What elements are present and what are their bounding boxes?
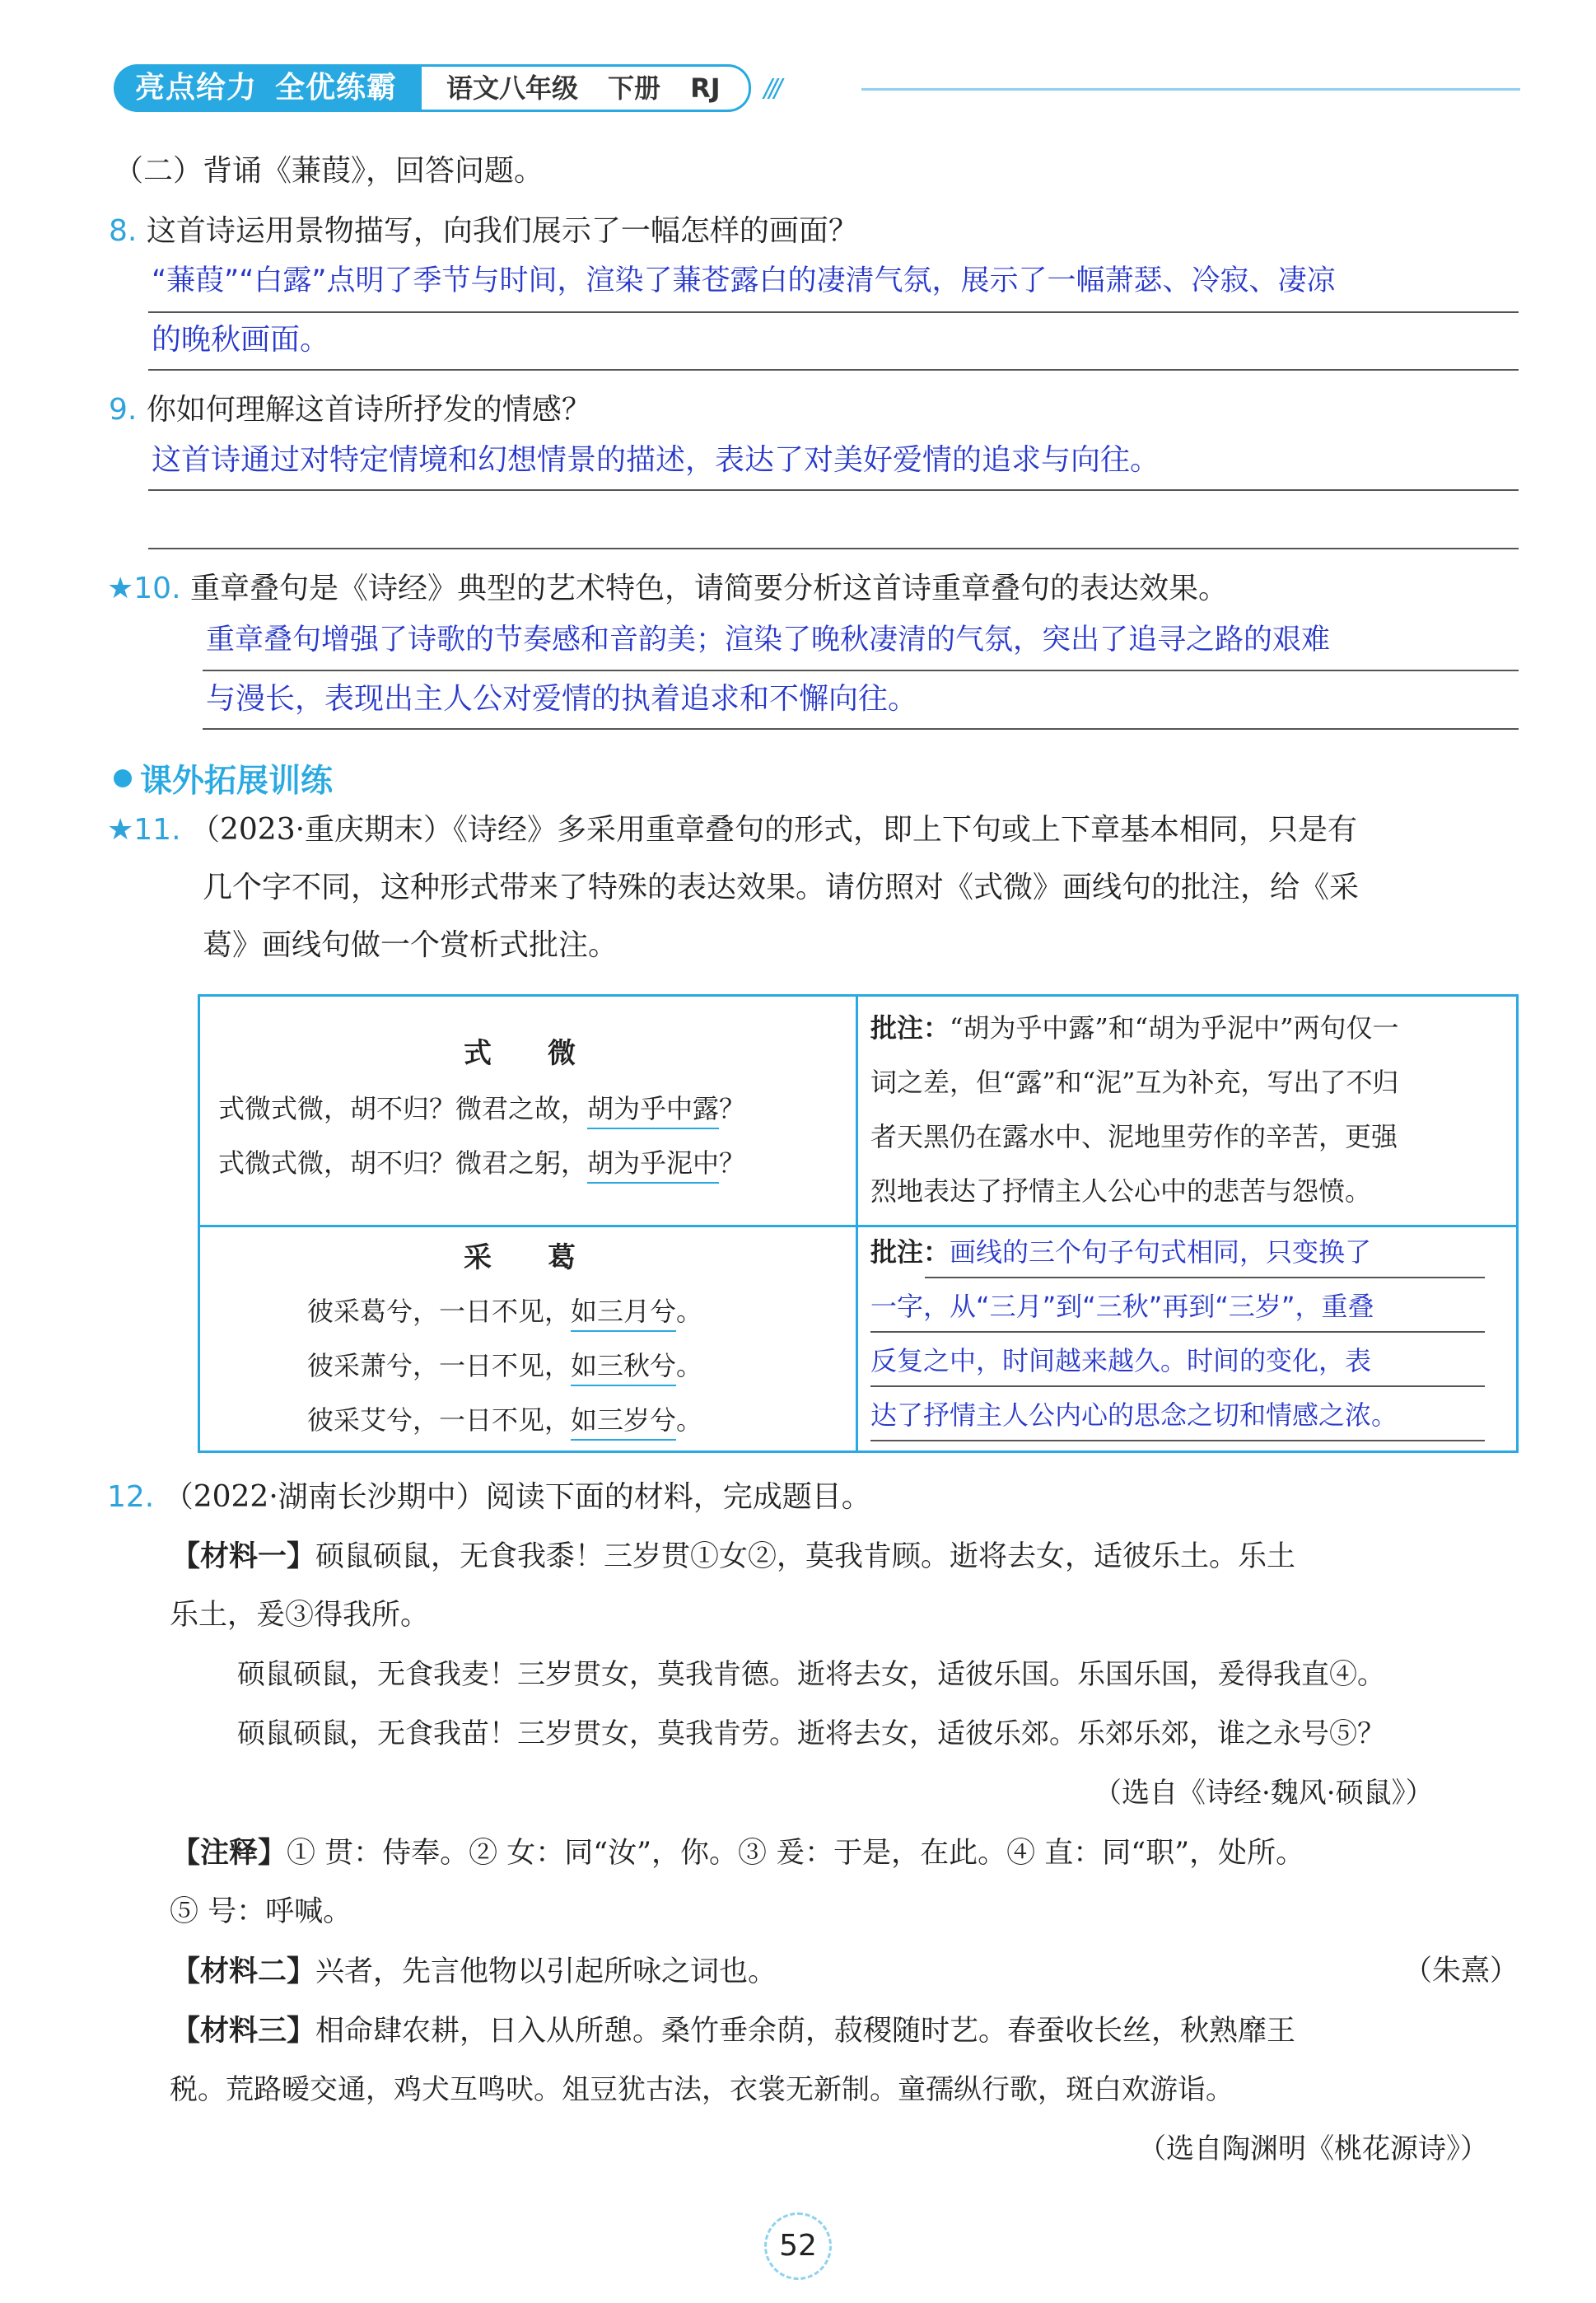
- underlined-phrase: 如三秋兮: [571, 1350, 676, 1386]
- material-1-line-1: 【材料一】硕鼠硕鼠，无食我黍！三岁贯①女②，莫我肯顾。逝将去女，适彼乐土。乐土: [171, 1539, 1296, 1573]
- question-number: 11.: [133, 813, 181, 847]
- annotation-label: 批注：: [870, 1012, 950, 1044]
- answer-10-line-1: 重章叠句增强了诗歌的节奏感和音韵美；渲染了晚秋凄清的气氛，突出了追寻之路的艰难: [206, 624, 1331, 656]
- source-citation: （朱熹）: [1403, 1955, 1519, 1988]
- question-10: [107, 574, 1228, 604]
- page-header: [114, 64, 779, 112]
- question-9: [109, 395, 591, 425]
- annotation-table: [198, 994, 1519, 1453]
- answer-8-line-2: 的晚秋画面。: [152, 323, 330, 357]
- edition-label: RJ: [690, 72, 721, 104]
- notes-label: 【注释】: [171, 1836, 287, 1870]
- page-number: 52: [764, 2212, 832, 2280]
- question-text: 重章叠句是《诗经》典型的艺术特色，请简要分析这首诗重章叠句的表达效果。: [190, 572, 1229, 605]
- material-1-line-2: 乐土，爰③得我所。: [170, 1599, 430, 1632]
- underlined-phrase: 如三岁兮: [571, 1404, 676, 1441]
- material-3-line-2: 税。荒路暧交通，鸡犬互鸣吠。俎豆犹古法，衣裳无新制。童孺纵行歌，斑白欢游诣。: [170, 2073, 1234, 2106]
- question-number: 9.: [109, 393, 138, 427]
- handwritten-answer: 达了抒情主人公内心的思念之切和情感之浓。: [870, 1399, 1398, 1431]
- answer-8-line-1: “蒹葭”“白露”点明了季节与时间，渲染了蒹苍露白的凄清气氛，展示了一幅萧瑟、冷寂、凄凉: [152, 264, 1336, 297]
- annotation-line: [870, 1236, 1372, 1268]
- question-8: [109, 214, 858, 248]
- material-label: 【材料一】: [171, 1539, 316, 1573]
- header-divider: [861, 88, 1520, 91]
- poem-title: 式 微: [464, 1037, 576, 1070]
- answer-line: [870, 1440, 1485, 1441]
- question-11: [107, 815, 1357, 845]
- brand-banner: [114, 64, 422, 112]
- material-1-line-3: 硕鼠硕鼠，无食我麦！三岁贯女，莫我肯德。逝将去女，适彼乐国。乐国乐国，爰得我直④。: [237, 1658, 1385, 1691]
- question-text: 这首诗运用景物描写，向我们展示了一幅怎样的画面？: [146, 214, 858, 248]
- underlined-phrase: 如三月兮: [571, 1296, 676, 1332]
- question-text-line-1: （2023·重庆期末）《诗经》多采用重章叠句的形式，即上下句或上下章基本相同，只是有: [190, 813, 1358, 847]
- answer-line: [148, 311, 1519, 313]
- poem-title: 采 葛: [464, 1241, 576, 1274]
- answer-line: [148, 548, 1519, 549]
- brand-slogan: 全优练霸: [275, 71, 398, 105]
- header-slashes: ///: [763, 73, 779, 103]
- table-divider: [856, 997, 858, 1450]
- material-2: 【材料二】兴者，先言他物以引起所咏之词也。: [171, 1955, 777, 1988]
- annotation-notes-line-1: 【注释】① 贯：侍奉。② 女：同“汝”，你。③ 爰：于是，在此。④ 直：同“职”，处所。: [171, 1836, 1305, 1870]
- answer-line: [148, 489, 1519, 491]
- question-text-line-3: 葛》画线句做一个赏析式批注。: [203, 928, 618, 962]
- source-citation: （选自《诗经·魏风·硕鼠》）: [1094, 1777, 1434, 1810]
- annotation-line: 烈地表达了抒情主人公心中的悲苦与怨愤。: [870, 1175, 1372, 1207]
- source-citation: （选自陶渊明《桃花源诗》）: [1138, 2132, 1488, 2165]
- table-divider: [200, 1225, 1516, 1227]
- answer-10-line-2: 与漫长，表现出主人公对爱情的执着追求和不懈向往。: [206, 682, 918, 716]
- poem-line: 彼采萧兮，一日不见，如三秋兮。: [307, 1352, 702, 1379]
- handwritten-answer: 画线的三个句子句式相同，只变换了: [950, 1236, 1372, 1268]
- star-icon: ★: [107, 813, 134, 847]
- handwritten-answer: 一字，从“三月”到“三秋”再到“三岁”，重叠: [870, 1291, 1374, 1322]
- answer-line: [203, 728, 1519, 730]
- annotation-line: 词之差，但“露”和“泥”互为补充，写出了不归: [870, 1067, 1399, 1098]
- question-text: 你如何理解这首诗所抒发的情感？: [146, 393, 591, 427]
- answer-line: [870, 1331, 1485, 1333]
- extension-section-title: 课外拓展训练: [114, 755, 333, 801]
- underlined-phrase: 胡为乎泥中: [587, 1147, 719, 1184]
- answer-line: [148, 369, 1519, 371]
- material-3-line-1: 【材料三】相命肆农耕，日入从所憩。桑竹垂余荫，菽稷随时艺。春蚕收长丝，秋熟靡王: [171, 2014, 1296, 2048]
- answer-line: [870, 1385, 1485, 1387]
- annotation-notes-line-2: ⑤ 号：呼喊。: [170, 1895, 352, 1928]
- section-title: （二）背诵《蒹葭》，回答问题。: [114, 154, 544, 188]
- material-label: 【材料二】: [171, 1955, 316, 1988]
- question-text: （2022·湖南长沙期中）阅读下面的材料，完成题目。: [163, 1480, 871, 1514]
- volume-label: 下册: [608, 72, 661, 104]
- question-number: 12.: [107, 1480, 155, 1514]
- annotation-line: 者天黑仍在露水中、泥地里劳作的辛苦，更强: [870, 1121, 1398, 1152]
- underlined-phrase: 胡为乎中露: [587, 1093, 719, 1129]
- question-12: [107, 1480, 871, 1514]
- material-1-line-4: 硕鼠硕鼠，无食我苗！三岁贯女，莫我肯劳。逝将去女，适彼乐郊。乐郊乐郊，谁之永号⑤？: [237, 1717, 1385, 1750]
- answer-9-line-1: 这首诗通过对特定情境和幻想情景的描述，表达了对美好爱情的追求与向往。: [152, 443, 1160, 477]
- brand-name: 亮点给力: [135, 71, 258, 105]
- star-icon: ★: [107, 572, 134, 605]
- answer-line: [203, 670, 1519, 671]
- poem-line: 彼采葛兮，一日不见，如三月兮。: [307, 1298, 702, 1324]
- question-number: 8.: [109, 214, 138, 248]
- material-label: 【材料三】: [171, 2014, 316, 2048]
- subject-label: 语文八年级: [446, 72, 579, 104]
- question-text-line-2: 几个字不同，这种形式带来了特殊的表达效果。请仿照对《式微》画线句的批注，给《采: [203, 871, 1360, 904]
- annotation-line: 批注：“胡为乎中露”和“胡为乎泥中”两句仅一: [870, 1012, 1399, 1044]
- poem-line: 式微式微，胡不归？微君之故，胡为乎中露？: [218, 1095, 745, 1122]
- book-info: [422, 64, 751, 112]
- poem-line: 彼采艾兮，一日不见，如三岁兮。: [307, 1407, 702, 1433]
- answer-line: [925, 1277, 1485, 1278]
- bullet-icon: [114, 769, 132, 787]
- handwritten-answer: 反复之中，时间越来越久。时间的变化，表: [870, 1345, 1372, 1376]
- poem-line: 式微式微，胡不归？微君之躬，胡为乎泥中？: [218, 1150, 745, 1176]
- question-number: 10.: [133, 572, 181, 605]
- annotation-label: 批注：: [870, 1236, 950, 1268]
